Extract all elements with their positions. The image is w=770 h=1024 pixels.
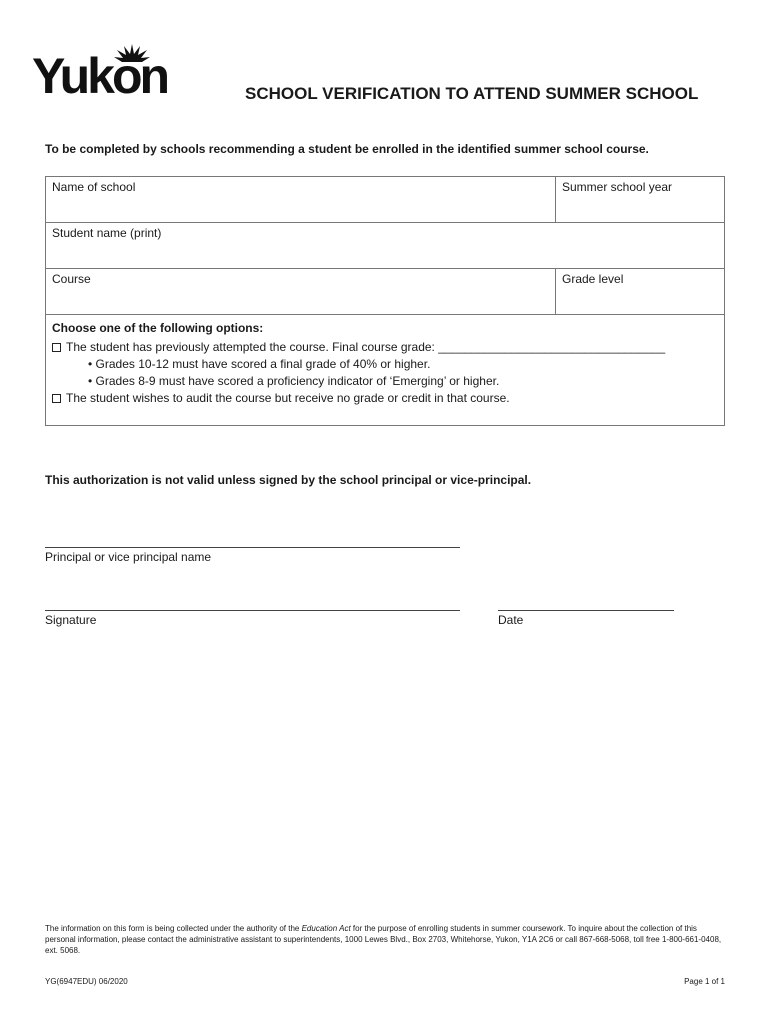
name-of-school-field[interactable] bbox=[46, 177, 556, 222]
form-code: YG(6947EDU) 06/2020 bbox=[45, 977, 128, 986]
principal-name-line[interactable] bbox=[45, 547, 460, 548]
checkbox-previously-attempted[interactable] bbox=[52, 343, 61, 352]
student-name-label: Student name (print) bbox=[52, 226, 162, 240]
page-title: SCHOOL VERIFICATION TO ATTEND SUMMER SCHOOL bbox=[245, 84, 699, 103]
row-course bbox=[46, 269, 724, 315]
logo-wordmark: Yukon bbox=[32, 48, 168, 104]
intro-text: To be completed by schools recommending a student be enrolled in the identified summer school course. bbox=[45, 142, 649, 156]
row-school bbox=[46, 177, 724, 223]
signature-label: Signature bbox=[45, 613, 97, 627]
options-heading: Choose one of the following options: bbox=[52, 321, 264, 335]
principal-name-label: Principal or vice principal name bbox=[45, 550, 212, 564]
privacy-footnote bbox=[45, 923, 725, 956]
page-number: Page 1 of 1 bbox=[684, 977, 725, 986]
yukon-logo bbox=[32, 42, 172, 104]
bullet-grades-10-12: • Grades 10-12 must have scored a final grade of 40% or higher. bbox=[88, 357, 431, 371]
option-audit-label: The student wishes to audit the course but receive no grade or credit in that course. bbox=[66, 391, 510, 405]
footnote-act: Education Act bbox=[301, 924, 351, 933]
options-section bbox=[46, 315, 724, 425]
bullet-grades-8-9: • Grades 8-9 must have scored a proficiency indicator of ‘Emerging’ or higher. bbox=[88, 374, 500, 388]
footnote-part1: The information on this form is being collected under the authority of the bbox=[45, 924, 302, 933]
option-previously-attempted bbox=[52, 340, 718, 354]
row-student bbox=[46, 223, 724, 269]
grade-level-label: Grade level bbox=[562, 272, 624, 286]
checkbox-audit[interactable] bbox=[52, 394, 61, 403]
course-field[interactable] bbox=[46, 269, 556, 314]
footnote-part2: for the purpose of enrolling students in summer coursework. To inquire about the collection of this personal information, please contact the administrative assistant to superintendents, 1000 Lewes Blvd., Box 2703, Whitehorse, Yukon, Y1A 2C6 or call 867-668-5068, toll free 1-800-661-0408, ext. 5068. bbox=[45, 924, 722, 955]
summer-school-year-label: Summer school year bbox=[562, 180, 673, 194]
name-of-school-label: Name of school bbox=[52, 180, 136, 194]
signature-line[interactable] bbox=[45, 610, 460, 611]
summer-school-year-field[interactable] bbox=[556, 177, 724, 222]
course-label: Course bbox=[52, 272, 91, 286]
option-audit bbox=[52, 391, 718, 405]
student-name-field[interactable] bbox=[46, 223, 724, 268]
option-previously-attempted-label: The student has previously attempted the course. Final course grade: __________________________________ bbox=[66, 340, 666, 354]
authorization-note: This authorization is not valid unless signed by the school principal or vice-principal. bbox=[45, 473, 532, 487]
form-table bbox=[45, 176, 725, 426]
date-line[interactable] bbox=[498, 610, 674, 611]
grade-level-field[interactable] bbox=[556, 269, 724, 314]
date-label: Date bbox=[498, 613, 524, 627]
